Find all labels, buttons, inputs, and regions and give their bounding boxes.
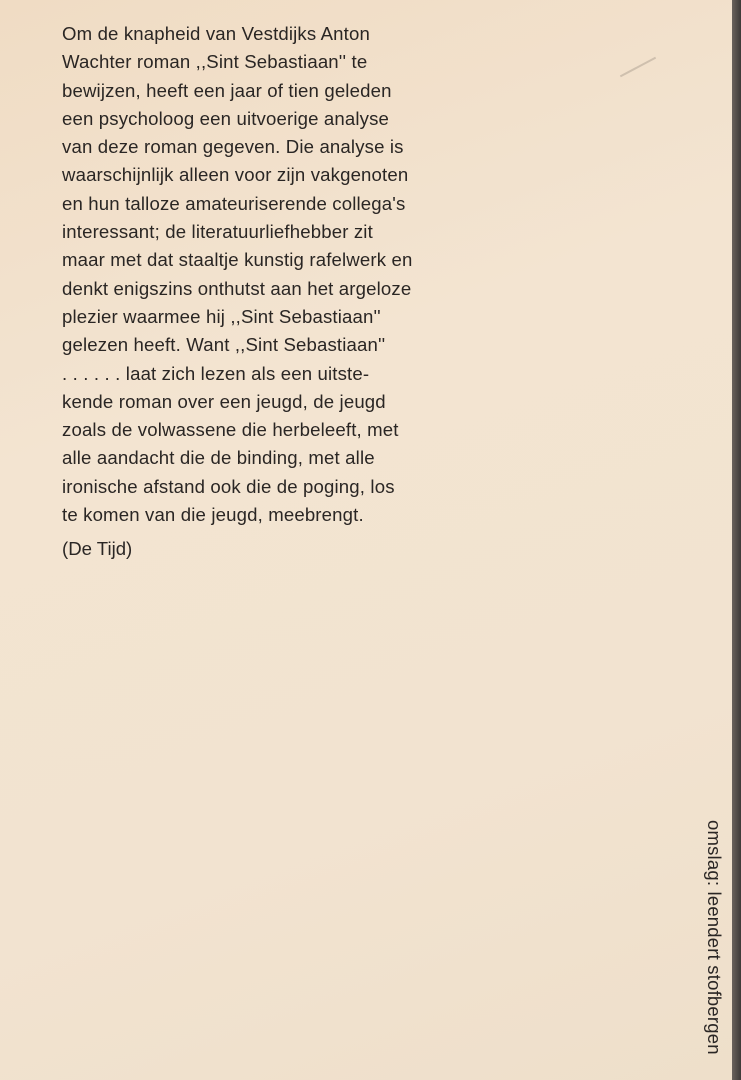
review-line: alle aandacht die de binding, met alle	[62, 447, 375, 469]
review-line: kende roman over een jeugd, de jeugd	[62, 390, 386, 412]
review-line: zoals de volwassene die herbeleeft, met	[62, 419, 399, 441]
review-line: Wachter roman ,,Sint Sebastiaan'' te	[62, 51, 368, 73]
review-line: een psycholoog een uitvoerige analyse	[62, 107, 390, 129]
review-line: van deze roman gegeven. Die analyse is	[62, 136, 404, 158]
review-line: te komen van die jeugd, meebrengt.	[62, 504, 364, 526]
review-line: waarschijnlijk alleen voor zijn vakgenoten	[62, 164, 409, 186]
review-text	[62, 20, 432, 563]
review-line: gelezen heeft. Want ,,Sint Sebastiaan''	[62, 334, 386, 356]
review-line: . . . . . . laat zich lezen als een uitste-	[62, 362, 370, 384]
review-line: plezier waarmee hij ,,Sint Sebastiaan''	[62, 305, 381, 327]
cover-credit: omslag: leendert stofbergen	[704, 820, 725, 1055]
review-line: ironische afstand ook die de poging, los	[62, 475, 395, 497]
review-line: en hun talloze amateuriserende collega's	[62, 192, 406, 214]
review-line: maar met dat staaltje kunstig rafelwerk en	[62, 249, 413, 271]
scuff-mark	[620, 57, 656, 78]
review-line: denkt enigszins onthutst aan het argeloze	[62, 277, 412, 299]
review-line: interessant; de literatuurliefhebber zit	[62, 221, 373, 243]
book-edge	[732, 0, 741, 1080]
review-source: (De Tijd)	[62, 538, 133, 560]
review-line: Om de knapheid van Vestdijks Anton	[62, 23, 370, 44]
review-line: bewijzen, heeft een jaar of tien geleden	[62, 79, 392, 101]
